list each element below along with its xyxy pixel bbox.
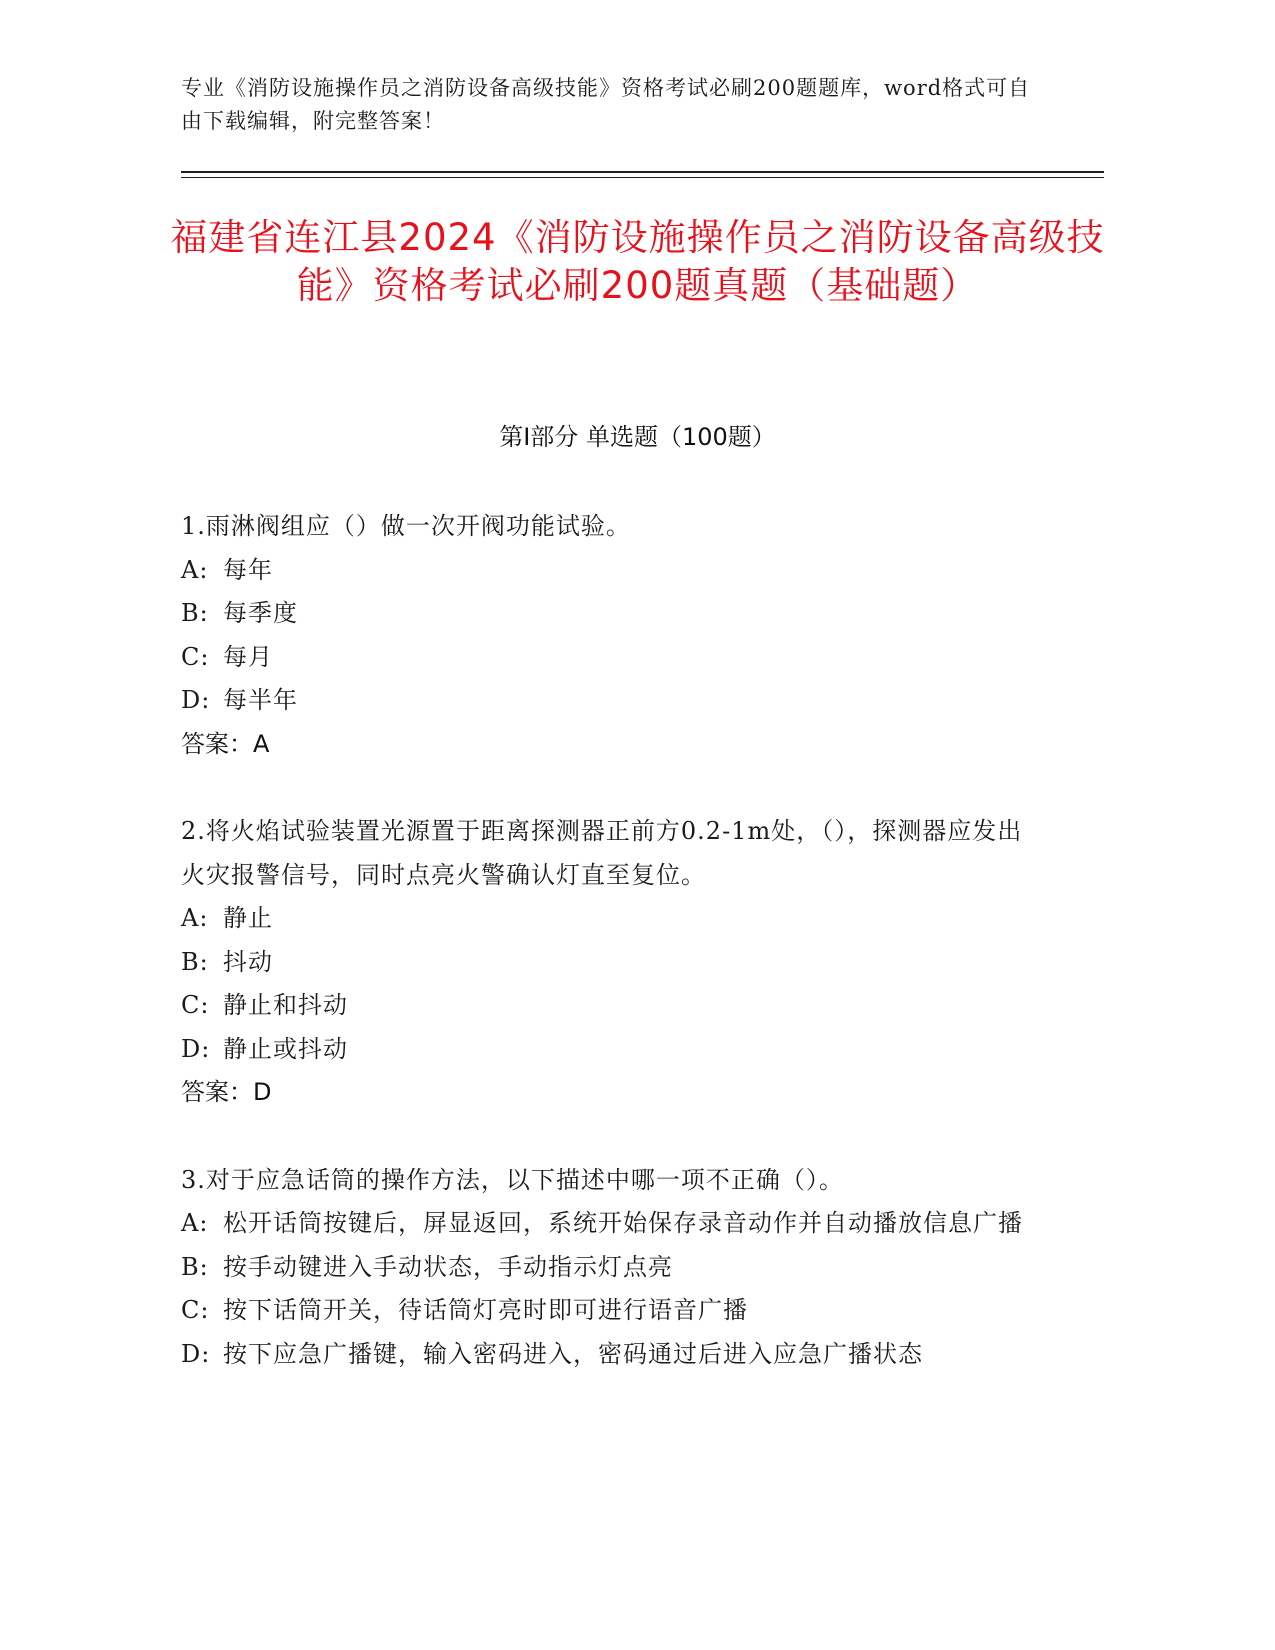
option-key: A: bbox=[181, 1209, 209, 1237]
option-key: D: bbox=[181, 1034, 211, 1063]
option-c bbox=[181, 636, 1041, 680]
option-d bbox=[181, 1333, 1041, 1377]
option-key: D: bbox=[181, 1339, 211, 1368]
option-text: 松开话筒按键后，屏显返回，系统开始保存录音动作并自动播放信息广播 bbox=[223, 1209, 1023, 1237]
question-stem: 2.将火焰试验装置光源置于距离探测器正前方0.2-1m处，（），探测器应发出火灾报警信号，同时点亮火警确认灯直至复位。 bbox=[181, 817, 1023, 889]
option-d bbox=[181, 1028, 1041, 1072]
option-b bbox=[181, 941, 1041, 985]
header-note: 专业《消防设施操作员之消防设备高级技能》资格考试必刷200题题库，word格式可自由下载编辑，附完整答案！ bbox=[181, 76, 1031, 133]
option-key: A: bbox=[181, 904, 209, 932]
option-text: 静止或抖动 bbox=[223, 1034, 348, 1063]
option-c bbox=[181, 984, 1041, 1028]
question-stem: 3.对于应急话筒的操作方法，以下描述中哪一项不正确（）。 bbox=[181, 1165, 844, 1194]
option-a bbox=[181, 549, 1041, 593]
section-title: 第Ⅰ部分 单选题（100题） bbox=[499, 423, 776, 451]
option-text: 按手动键进入手动状态，手动指示灯点亮 bbox=[223, 1252, 673, 1281]
question-1 bbox=[181, 505, 1041, 766]
question-2 bbox=[181, 810, 1041, 1115]
question-gap bbox=[181, 1115, 1041, 1159]
option-text: 静止和抖动 bbox=[223, 991, 348, 1019]
option-text: 按下话筒开关，待话筒灯亮时即可进行语音广播 bbox=[223, 1296, 748, 1324]
question-stem: 1.雨淋阀组应（）做一次开阀功能试验。 bbox=[181, 512, 631, 540]
option-key: B: bbox=[181, 947, 209, 976]
option-b bbox=[181, 1246, 1041, 1290]
option-text: 抖动 bbox=[223, 947, 273, 976]
option-key: A: bbox=[181, 555, 209, 584]
answer-line: 答案：A bbox=[181, 729, 270, 758]
option-c bbox=[181, 1289, 1041, 1333]
option-d bbox=[181, 679, 1041, 723]
option-text: 每半年 bbox=[223, 686, 298, 714]
option-key: C: bbox=[181, 991, 210, 1019]
document-title: 福建省连江县2024《消防设施操作员之消防设备高级技能》资格考试必刷200题真题（基础题） bbox=[170, 216, 1105, 307]
answer-line: 答案：D bbox=[181, 1078, 272, 1106]
option-text: 每季度 bbox=[223, 599, 298, 627]
question-gap bbox=[181, 766, 1041, 810]
option-b bbox=[181, 592, 1041, 636]
option-text: 按下应急广播键，输入密码进入，密码通过后进入应急广播状态 bbox=[223, 1339, 923, 1368]
header-rule-thin bbox=[181, 177, 1104, 178]
question-3 bbox=[181, 1159, 1041, 1377]
header-rule-thick bbox=[181, 171, 1104, 173]
option-key: C: bbox=[181, 1296, 210, 1324]
option-key: D: bbox=[181, 686, 211, 714]
option-text: 静止 bbox=[223, 904, 273, 932]
option-a bbox=[181, 1202, 1041, 1246]
option-key: C: bbox=[181, 642, 210, 671]
option-key: B: bbox=[181, 1252, 209, 1281]
option-a bbox=[181, 897, 1041, 941]
question-list bbox=[181, 505, 1041, 1376]
option-text: 每年 bbox=[223, 555, 273, 584]
option-text: 每月 bbox=[223, 642, 273, 671]
option-key: B: bbox=[181, 599, 209, 627]
